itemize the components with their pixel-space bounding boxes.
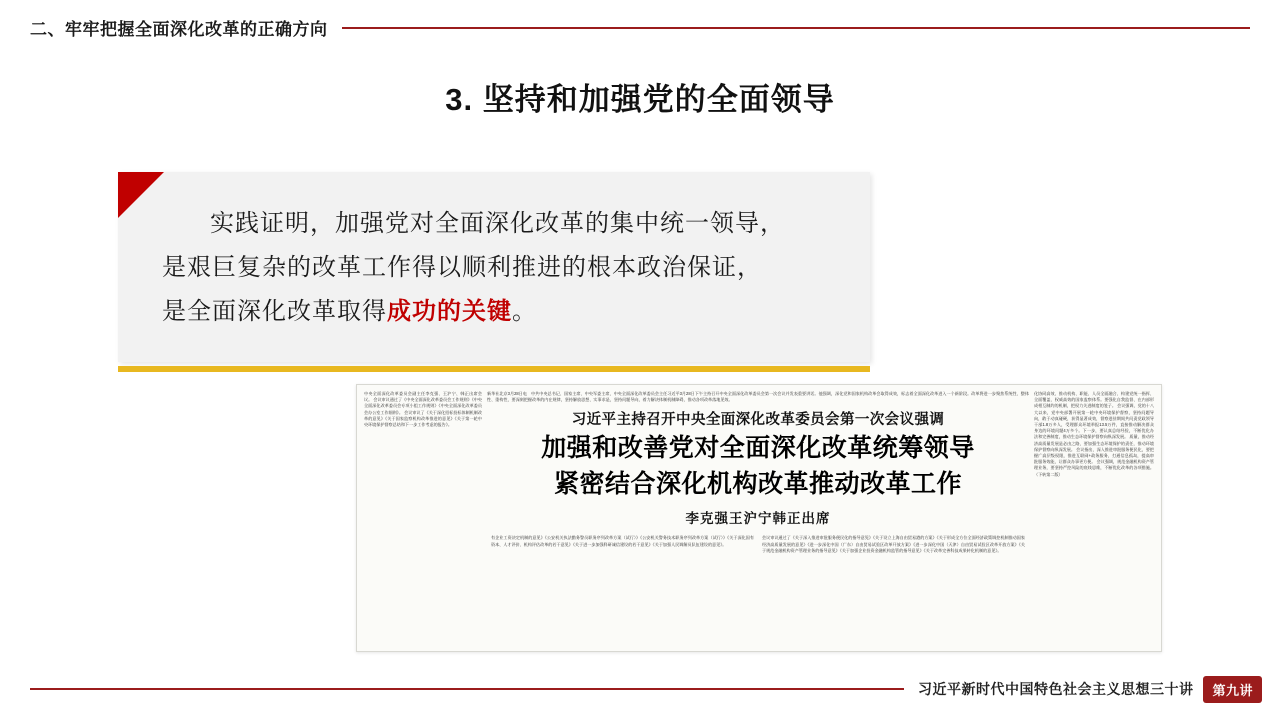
newspaper-center: [487, 391, 1029, 645]
newspaper-clipping: [356, 384, 1162, 652]
newspaper-lede: 新华社北京3月28日电 中共中央总书记、国家主席、中央军委主席，中央全面深化改革委员会主任习近平3月28日下午主持召开中央全面深化改革委员会第一次会议并发表重要讲话。他强调，深化党和国家机构改革会取得成效，标志着全面深化改革进入一个新阶段。改革将进一步聚焦系统性、整体性、重构性，要深刻把握改革的内在规律，坚持解放思想、实事求是，坚持问题导向，着力解决体制机制障碍，推动各项改革落地见效。: [487, 391, 1029, 403]
newspaper-right-column: 化协同高效、推动机构、职能、人员全面融合、构建党统一指挥、全面覆盖、权威高效的国家监察体系。要强化自我监督、在内部形成相互制约的机制，把权力关进制度的笼子。 会议强调，党的十八大以来，党中央部署开展第一轮中央环境保护督察，坚持问题导向，敢于动真碰硬，获得显著成效，督察进驻期间共问责党政领导干部1.8万多人，受理群众环境举报13.5万件，直接推动解决群众身边的环境问题4万多个。下一步，要认真总结经验，不断优化办法和完善制度，推动生态环境保护督察向纵深发展。 质量，推动经济高质量发展是必由之路，要加强生态环境保护的责任，推动环境保护督察向纵深发展。 会议指出，深入推进审批服务便民化，要把握广高层级权限，推进互联网+政务服务，打通信息孤岛，提高审批服务效能，让群众办事更方便。 会议强调，规范金融机构资产管理业务，要坚持严控风险的底线思维，不断优化改革的各项措施。 （下转第二版）: [1034, 391, 1154, 477]
newspaper-headline-line-1: 加强和改善党对全面深化改革统筹领导: [541, 434, 975, 463]
quote-card: [118, 172, 870, 362]
newspaper-kicker: 习近平主持召开中央全面深化改革委员会第一次会议强调: [571, 412, 945, 429]
slide-footer: [30, 676, 1262, 702]
newspaper-headline-line-2: 紧密结合深化机构改革推动改革工作: [553, 470, 962, 499]
quote-line-2: 是艰巨复杂的改革工作得以顺利推进的根本政治保证，: [162, 254, 762, 281]
newspaper-bottom-columns: [487, 535, 1029, 645]
newspaper-bottom-column-2: 会议审议通过了《关于深入推进审批服务便民化的指导意见》《关于设立上海自由贸易港的方案》《关于形成全方位全面经济政策调控机制推动国家经济高质量发展的意见》《进一步深化中国（广东）自由贸易试验区改革开放方案》《进一步深化中国（天津）自由贸易试验区改革开放方案》《关于规范金融机构资产管理业务的指导意见》《关于加强企业投资金融机构监管的指导意见》《关于改革完善科技成果转化机制的意见》。: [762, 535, 1025, 553]
section-title: 二、牢牢把握全面深化改革的正确方向: [30, 19, 328, 39]
newspaper-subheadline: 李克强王沪宁韩正出席: [685, 511, 831, 527]
header-divider: [342, 27, 1251, 29]
newspaper-bottom-column-1: 有企业工资决定机制的意见》《公安机关执法勤务警员职务序列改革方案（试行）》《公安机关警务技术职务序列改革方案（试行）》《关于深化国有资本、人才评价、机构评估改革的若干意见》《关于进一步加强科研诚信建设的若干意见》《关于加强人民调解员队伍建设的意见》。: [491, 535, 754, 547]
footer-divider: [30, 688, 904, 690]
page-title: 3. 坚持和加强党的全面领导: [445, 82, 835, 117]
quote-text: [162, 202, 834, 334]
quote-line-1: 实践证明，加强党对全面深化改革的集中统一领导，: [210, 210, 785, 237]
quote-line-3-suffix: 。: [512, 298, 537, 325]
quote-line-3: [162, 290, 834, 334]
footer-title: 习近平新时代中国特色社会主义思想三十讲: [917, 681, 1194, 697]
quote-line-3-prefix: 是全面深化改革取得: [162, 298, 387, 325]
newspaper-left-column: 中央全面深化改革委员会副主任李克强、王沪宁、韩正出席会议。 会议审议通过了《中央全面深化改革委员会工作规则》《中央全面深化改革委员会专项小组工作规则》《中央全面深化改革委员会办公室工作细则》。 会议审议了《关于深化招标投标体制机制改革的意见》《关于国家监察机构改革推进的意见》《关于第一轮中央环境保护督察总结和下一步工作考虑的报告》。: [364, 391, 482, 428]
lecture-badge: 第九讲: [1203, 676, 1262, 703]
slide-header: [30, 14, 1250, 40]
corner-accent-triangle: [118, 172, 164, 218]
quote-highlight: 成功的关键: [387, 298, 512, 325]
quote-underline-bar: [118, 366, 870, 372]
